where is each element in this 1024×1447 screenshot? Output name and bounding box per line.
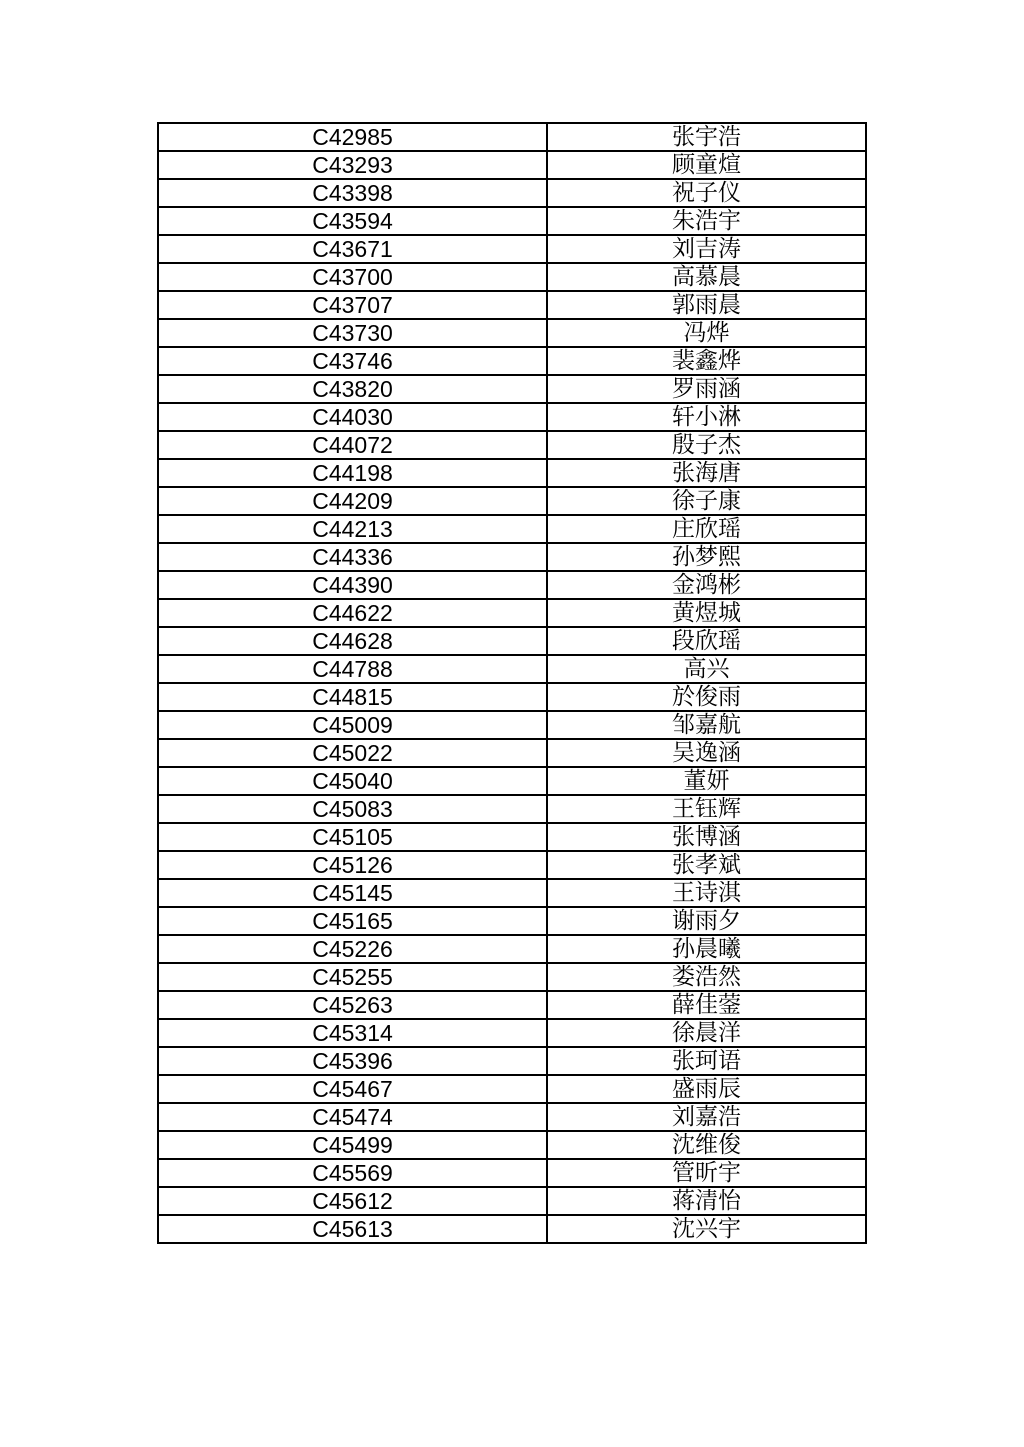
table-row [158, 263, 866, 291]
name-cell: 吴逸涵 [547, 739, 866, 767]
table-row [158, 179, 866, 207]
name-cell: 刘嘉浩 [547, 1103, 866, 1131]
id-cell: C45083 [158, 795, 547, 823]
name-cell: 段欣瑶 [547, 627, 866, 655]
table-row [158, 431, 866, 459]
table-row [158, 571, 866, 599]
name-cell: 张博涵 [547, 823, 866, 851]
id-cell: C45314 [158, 1019, 547, 1047]
name-cell: 孙晨曦 [547, 935, 866, 963]
table-row [158, 627, 866, 655]
name-cell: 张珂语 [547, 1047, 866, 1075]
name-cell: 朱浩宇 [547, 207, 866, 235]
table-row [158, 515, 866, 543]
table-row [158, 207, 866, 235]
table-row [158, 1131, 866, 1159]
name-cell: 张孝斌 [547, 851, 866, 879]
name-cell: 顾童煊 [547, 151, 866, 179]
name-cell: 娄浩然 [547, 963, 866, 991]
name-cell: 黄煜城 [547, 599, 866, 627]
table-row [158, 991, 866, 1019]
name-list-table [157, 122, 867, 1244]
id-cell: C44628 [158, 627, 547, 655]
table-row [158, 963, 866, 991]
id-cell: C45499 [158, 1131, 547, 1159]
name-cell: 王诗淇 [547, 879, 866, 907]
id-cell: C44788 [158, 655, 547, 683]
id-cell: C44072 [158, 431, 547, 459]
id-cell: C44336 [158, 543, 547, 571]
name-cell: 庄欣瑶 [547, 515, 866, 543]
table-row [158, 291, 866, 319]
table-row [158, 823, 866, 851]
name-cell: 盛雨辰 [547, 1075, 866, 1103]
id-cell: C45165 [158, 907, 547, 935]
id-cell: C45474 [158, 1103, 547, 1131]
id-cell: C45396 [158, 1047, 547, 1075]
table-row [158, 543, 866, 571]
table-body [158, 123, 866, 1243]
id-cell: C45009 [158, 711, 547, 739]
id-cell: C44198 [158, 459, 547, 487]
id-cell: C43671 [158, 235, 547, 263]
table-row [158, 935, 866, 963]
id-cell: C45255 [158, 963, 547, 991]
id-cell: C45613 [158, 1215, 547, 1243]
name-cell: 祝子仪 [547, 179, 866, 207]
id-cell: C43746 [158, 347, 547, 375]
id-cell: C43700 [158, 263, 547, 291]
name-cell: 轩小淋 [547, 403, 866, 431]
name-cell: 邹嘉航 [547, 711, 866, 739]
name-cell: 刘吉涛 [547, 235, 866, 263]
name-cell: 於俊雨 [547, 683, 866, 711]
id-cell: C45612 [158, 1187, 547, 1215]
table-row [158, 375, 866, 403]
id-cell: C43730 [158, 319, 547, 347]
table-row [158, 347, 866, 375]
id-cell: C45040 [158, 767, 547, 795]
name-cell: 谢雨夕 [547, 907, 866, 935]
id-cell: C44390 [158, 571, 547, 599]
name-cell: 殷子杰 [547, 431, 866, 459]
id-cell: C45467 [158, 1075, 547, 1103]
table-row [158, 1103, 866, 1131]
name-cell: 高兴 [547, 655, 866, 683]
name-cell: 高慕晨 [547, 263, 866, 291]
id-cell: C44030 [158, 403, 547, 431]
name-cell: 徐晨洋 [547, 1019, 866, 1047]
name-cell: 张海唐 [547, 459, 866, 487]
name-cell: 薛佳蓥 [547, 991, 866, 1019]
name-cell: 裴鑫烨 [547, 347, 866, 375]
table-row [158, 655, 866, 683]
id-cell: C44815 [158, 683, 547, 711]
table-row [158, 487, 866, 515]
id-cell: C45263 [158, 991, 547, 1019]
id-cell: C45145 [158, 879, 547, 907]
id-cell: C43594 [158, 207, 547, 235]
name-cell: 金鸿彬 [547, 571, 866, 599]
name-cell: 蒋清怡 [547, 1187, 866, 1215]
id-cell: C44213 [158, 515, 547, 543]
name-cell: 孙梦熙 [547, 543, 866, 571]
table-row [158, 123, 866, 151]
id-cell: C42985 [158, 123, 547, 151]
name-cell: 董妍 [547, 767, 866, 795]
id-cell: C45022 [158, 739, 547, 767]
table-row [158, 1075, 866, 1103]
name-cell: 沈维俊 [547, 1131, 866, 1159]
table-row [158, 683, 866, 711]
id-cell: C45226 [158, 935, 547, 963]
table-row [158, 767, 866, 795]
id-cell: C45126 [158, 851, 547, 879]
name-cell: 郭雨晨 [547, 291, 866, 319]
id-cell: C45569 [158, 1159, 547, 1187]
id-cell: C44209 [158, 487, 547, 515]
id-cell: C43707 [158, 291, 547, 319]
table-row [158, 459, 866, 487]
table-row [158, 235, 866, 263]
name-cell: 徐子康 [547, 487, 866, 515]
id-cell: C43820 [158, 375, 547, 403]
table-row [158, 599, 866, 627]
name-cell: 管昕宇 [547, 1159, 866, 1187]
name-list-sheet [157, 122, 865, 1244]
name-cell: 沈兴宇 [547, 1215, 866, 1243]
name-cell: 王钰辉 [547, 795, 866, 823]
table-row [158, 1187, 866, 1215]
table-row [158, 711, 866, 739]
table-row [158, 151, 866, 179]
table-row [158, 403, 866, 431]
table-row [158, 907, 866, 935]
name-cell: 冯烨 [547, 319, 866, 347]
id-cell: C43293 [158, 151, 547, 179]
table-row [158, 319, 866, 347]
table-row [158, 879, 866, 907]
table-row [158, 1215, 866, 1243]
table-row [158, 1047, 866, 1075]
id-cell: C43398 [158, 179, 547, 207]
name-cell: 张宇浩 [547, 123, 866, 151]
table-row [158, 851, 866, 879]
table-row [158, 739, 866, 767]
id-cell: C44622 [158, 599, 547, 627]
id-cell: C45105 [158, 823, 547, 851]
table-row [158, 795, 866, 823]
name-cell: 罗雨涵 [547, 375, 866, 403]
table-row [158, 1159, 866, 1187]
table-row [158, 1019, 866, 1047]
